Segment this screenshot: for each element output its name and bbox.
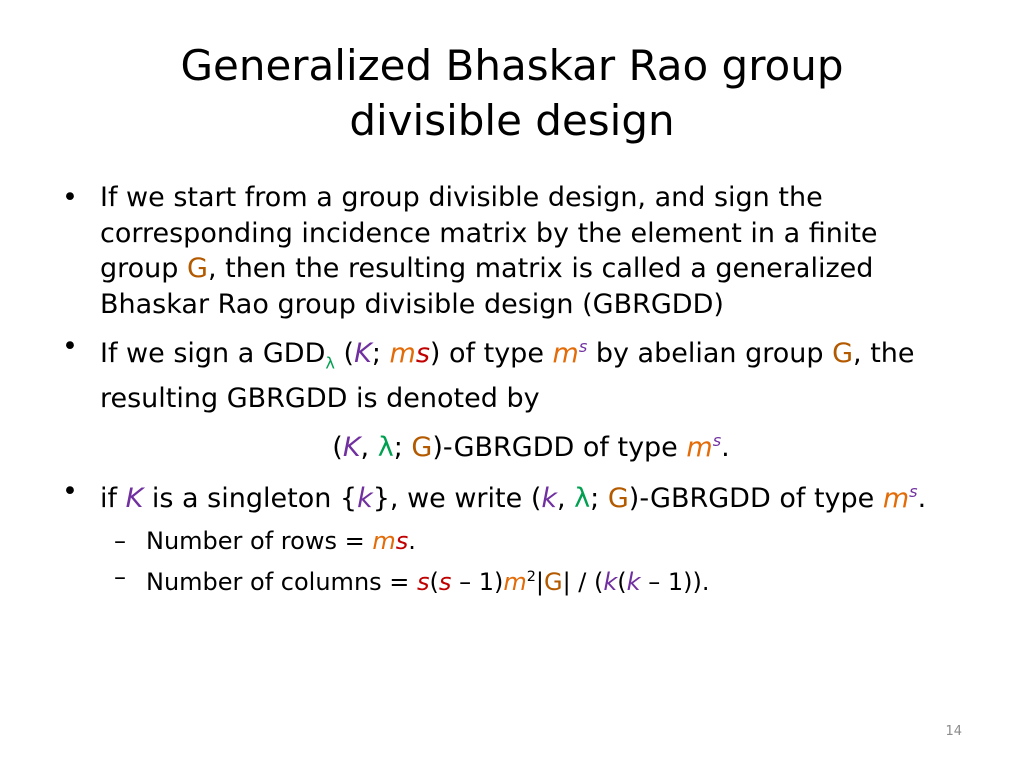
exponent-s: s	[578, 337, 588, 356]
bullet-gbrgdd-definition	[62, 180, 962, 322]
lambda-symbol: λ	[377, 432, 394, 464]
text: |	[535, 568, 544, 597]
text: (	[334, 338, 355, 369]
var-s: s	[415, 338, 430, 369]
text: | / (	[562, 568, 604, 597]
bullet-signing-gdd	[62, 329, 962, 416]
set-K: K	[125, 482, 144, 514]
var-k: k	[626, 568, 641, 597]
var-m: m	[552, 338, 579, 369]
bullet-icon: •	[62, 475, 78, 507]
text: by abelian group	[587, 338, 833, 369]
text: ;	[590, 482, 608, 514]
var-s: s	[438, 568, 452, 597]
group-symbol: G	[411, 432, 433, 464]
var-m: m	[503, 568, 527, 597]
text: (	[332, 432, 343, 464]
lambda-symbol: λ	[574, 482, 591, 514]
text: , then the resulting matrix is called a generalized Bhaskar Rao group divisible design (GBRGDD)	[100, 253, 874, 320]
var-s: s	[395, 527, 409, 556]
text: – 1)).	[640, 568, 710, 597]
text: , the resulting GBRGDD is denoted by	[100, 338, 915, 414]
text: is a singleton {	[143, 482, 358, 514]
text: .	[408, 527, 416, 556]
lambda-symbol: λ	[325, 353, 335, 373]
text: ) of type	[429, 338, 553, 369]
slide-title: Generalized Bhaskar Rao group divisible design	[180, 41, 844, 145]
sub-bullet-rows	[62, 523, 962, 559]
exponent-2: 2	[526, 569, 536, 586]
text: Number of columns =	[146, 568, 418, 597]
bullet-icon: •	[62, 182, 78, 213]
text: – 1)	[451, 568, 504, 597]
text: (	[429, 568, 439, 597]
slide-body	[62, 180, 962, 600]
text: )-GBRGDD of type	[628, 482, 883, 514]
text: .	[721, 432, 730, 464]
dash-icon: –	[114, 527, 126, 556]
text: if	[100, 482, 126, 514]
exponent-s: s	[909, 481, 918, 501]
var-m: m	[389, 338, 416, 369]
text: )-GBRGDD of type	[432, 432, 687, 464]
dash-icon: –	[114, 563, 126, 592]
text: ,	[360, 432, 378, 464]
text: Number of rows =	[146, 527, 373, 556]
group-symbol: G	[832, 338, 854, 369]
var-m: m	[686, 432, 713, 464]
var-m: m	[372, 527, 396, 556]
var-k: k	[541, 482, 557, 514]
page-number: 14	[945, 724, 962, 739]
text: ;	[371, 338, 390, 369]
text: ,	[557, 482, 575, 514]
bullet-icon: •	[62, 331, 78, 362]
group-symbol: G	[187, 253, 208, 284]
set-K: K	[354, 338, 372, 369]
var-s: s	[417, 568, 430, 597]
sub-bullet-columns	[62, 559, 962, 600]
exponent-s: s	[712, 431, 722, 451]
text: If we sign a GDD	[100, 338, 326, 369]
notation-line	[62, 423, 962, 466]
var-k: k	[357, 482, 373, 514]
text: }, we write (	[372, 482, 542, 514]
text: ;	[393, 432, 412, 464]
text: (	[617, 568, 627, 597]
bullet-singleton	[62, 474, 962, 517]
group-symbol: G	[543, 568, 563, 597]
text: .	[917, 482, 927, 514]
group-symbol: G	[607, 482, 629, 514]
var-k: k	[603, 568, 618, 597]
set-K: K	[342, 432, 361, 464]
var-m: m	[882, 482, 910, 514]
text: If we start from a group divisible design, and sign the corresponding incidence matrix by the element in a finite group	[100, 182, 878, 284]
